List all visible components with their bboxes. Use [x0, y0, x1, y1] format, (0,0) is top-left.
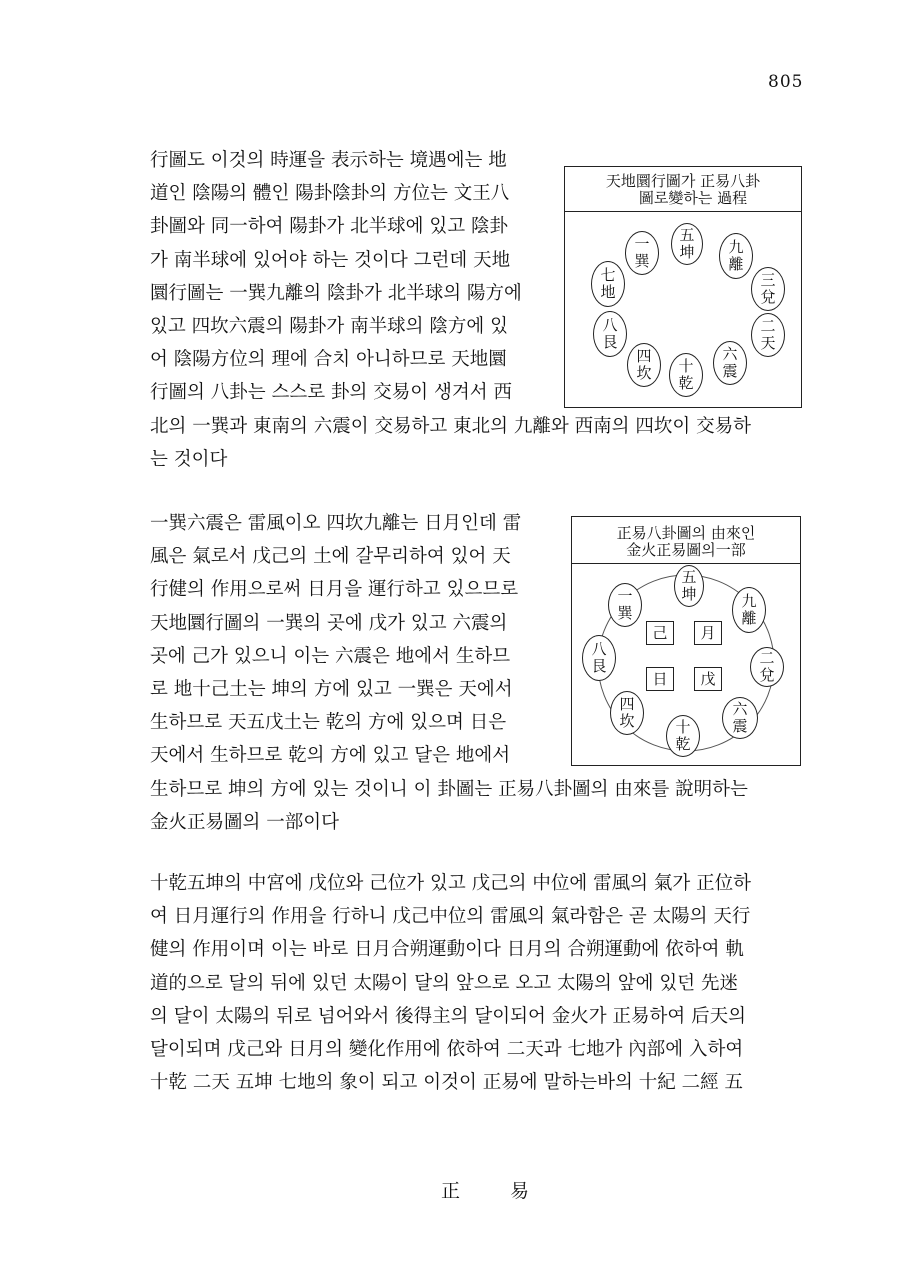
trigram-node-qian: 十 乾	[669, 353, 703, 397]
text-line: 天에서 生하므로 乾의 方에 있고 달은 地에서	[150, 745, 511, 767]
trigram-node-zhen: 六 震	[713, 341, 747, 385]
text-line: 生하므로 天五戊土는 乾의 方에 있으며 日은	[150, 712, 507, 734]
trigram-node-kan: 四 坎	[610, 691, 644, 735]
text-line: 여 日月運行의 作用을 行하니 戊己中位의 雷風의 氣라함은 곧 太陽의 天行	[150, 906, 751, 928]
text-line: 의 달이 太陽의 뒤로 넘어와서 後得主의 달이되어 金火가 正易하여 后天의	[150, 1005, 746, 1027]
figure-caption: 正易八卦圖의 由來인	[616, 524, 756, 542]
text-line: 있고 四坎六震의 陽卦가 南半球의 陰方에 있	[150, 315, 509, 337]
trigram-node-qian: 十 乾	[666, 715, 700, 757]
text-line: 健의 作用이며 이는 바로 日月合朔運動이다 日月의 合朔運動에 依하여 軌	[150, 939, 744, 961]
trigram-node-xun: 一 巽	[625, 231, 659, 275]
figure-tiandi-yuanxing	[564, 166, 802, 408]
text-line: 달이되며 戊己와 日月의 變化作用에 依하여 二天과 七地가 內部에 入하여	[150, 1038, 744, 1060]
trigram-node-tian: 二 天	[751, 313, 785, 357]
text-line: 로 地十己土는 坤의 方에 있고 一巽은 天에서	[150, 678, 513, 700]
trigram-node-gen: 八 艮	[582, 635, 616, 681]
text-line: 行圖도 이것의 時運을 表示하는 境遇에는 地	[150, 150, 507, 171]
center-glyph-yue: 月	[694, 621, 722, 645]
text-line: 行圖의 八卦는 스스로 卦의 交易이 생겨서 西	[150, 382, 512, 404]
text-line: 卦圖와 同一하여 陽卦가 北半球에 있고 陰卦	[150, 216, 509, 238]
center-glyph-ri: 日	[646, 667, 674, 691]
text-line: 金火正易圖의 一部이다	[150, 811, 339, 833]
text-line: 道인 陰陽의 體인 陽卦陰卦의 方位는 文王八	[150, 183, 510, 205]
caption-divider	[565, 211, 801, 212]
trigram-node-gen: 八 艮	[593, 311, 627, 357]
text-line: 風은 氣로서 戊己의 土에 갈무리하여 있어 天	[150, 546, 511, 568]
text-line: 天地圜行圖의 一巽의 곳에 戊가 있고 六震의	[150, 612, 508, 634]
text-line: 어 陰陽方位의 理에 合치 아니하므로 天地圜	[150, 349, 507, 371]
text-line: 十乾 二天 五坤 七地의 象이 되고 이것이 正易에 말하는바의 十紀 二經 五	[150, 1072, 744, 1094]
text-line: 圜行圖는 一巽九離의 陰卦가 北半球의 陽方에	[150, 282, 522, 304]
trigram-node-xun: 一 巽	[608, 583, 642, 627]
figure-jinhuo-zhengyi	[571, 516, 801, 766]
figure-caption: 天地圜行圖가 正易八卦	[605, 172, 761, 190]
text-line: 는 것이다	[150, 448, 228, 470]
figure-caption: 金火正易圖의一部	[626, 541, 746, 559]
figure-caption: 圖로變하는 過程	[638, 189, 748, 207]
text-line: 가 南半球에 있어야 하는 것이다 그런데 天地	[150, 249, 511, 271]
trigram-node-kun: 五 坤	[671, 223, 703, 265]
text-line: 곳에 己가 있으니 이는 六震은 地에서 生하므	[150, 645, 511, 667]
trigram-node-zhen: 六 震	[722, 697, 758, 739]
trigram-node-kun: 五 坤	[674, 565, 704, 607]
paragraph-3	[150, 867, 810, 1099]
page-footer: 正 易	[441, 1180, 552, 1202]
trigram-node-di: 七 地	[591, 261, 625, 307]
text-line: 一巽六震은 雷風이오 四坎九離는 日月인데 雷	[150, 513, 522, 534]
trigram-node-li: 九 離	[719, 233, 753, 279]
trigram-node-li: 九 離	[732, 587, 766, 633]
text-line: 十乾五坤의 中宮에 戊位와 己位가 있고 戊己의 中位에 雷風의 氣가 正位하	[150, 873, 752, 894]
center-glyph-wu: 戊	[694, 667, 722, 691]
text-line: 北의 一巽과 東南의 六震이 交易하고 東北의 九離와 西南의 四坎이 交易하	[150, 415, 752, 437]
center-glyph-ji: 己	[646, 621, 674, 645]
trigram-node-kan: 四 坎	[627, 343, 661, 387]
trigram-node-dui: 二 兌	[750, 647, 784, 687]
trigram-node-dui: 三 兌	[751, 267, 785, 311]
text-line: 行健의 作用으로써 日月을 運行하고 있으므로	[150, 579, 519, 601]
text-line: 生하므로 坤의 方에 있는 것이니 이 卦圖는 正易八卦圖의 由來를 說明하는	[150, 778, 748, 800]
text-line: 道的으로 달의 뒤에 있던 太陽이 달의 앞으로 오고 太陽의 앞에 있던 先迷	[150, 972, 738, 994]
page-number: 805	[768, 72, 804, 92]
